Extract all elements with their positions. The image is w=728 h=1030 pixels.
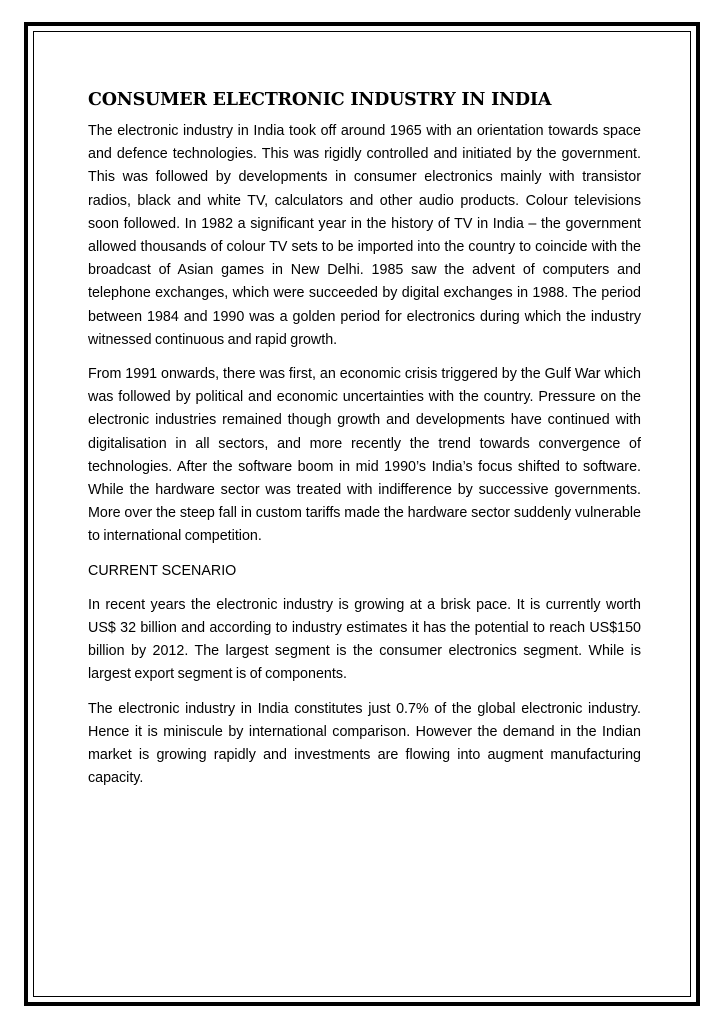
paragraph-1991-onwards: From 1991 onwards, there was first, an economic crisis triggered by the Gulf War which was followed by political and economic uncertainties with the country. Pressure on the electronic industries remained though growth and developments have continued with digitalisation in all sectors, and more recently the trend towards convergence of technologies. After the software boom in mid 1990’s India’s focus shifted to software. While the hardware sector was treated with indifference by successive governments. More over the steep fall in custom tariffs made the hardware sector suddenly vulnerable to international competition. <box>88 366 641 545</box>
document-body <box>88 88 641 801</box>
paragraph-current-growth: In recent years the electronic industry is growing at a brisk pace. It is currently worth US$ 32 billion and according to industry estimates it has the potential to reach US$150 billion by 2012. The largest segment is the consumer electronics segment. While is largest export segment is of components. <box>88 596 641 683</box>
section-heading-current-scenario: CURRENT SCENARIO <box>88 562 237 579</box>
paragraph-history: The electronic industry in India took off around 1965 with an orientation towards space and defence technologies. This was rigidly controlled and initiated by the government. This was followed by developments in consumer electronics mainly with transistor radios, black and white TV, calculators and other audio products. Colour televisions soon followed. In 1982 a significant year in the history of TV in India – the government allowed thousands of colour TV sets to be imported into the country to coincide with the broadcast of Asian games in New Delhi. 1985 saw the advent of computers and telephone exchanges, which were succeeded by digital exchanges in 1988. The period between 1984 and 1990 was a golden period for electronics during which the industry witnessed continuous and rapid growth. <box>88 123 641 348</box>
document-title: CONSUMER ELECTRONIC INDUSTRY IN INDIA <box>88 90 552 110</box>
paragraph-global-share: The electronic industry in India constitutes just 0.7% of the global electronic industry. Hence it is miniscule by international comparison. However the demand in the Indian market is growing rapidly and investments are flowing into augment manufacturing capacity. <box>88 700 641 787</box>
